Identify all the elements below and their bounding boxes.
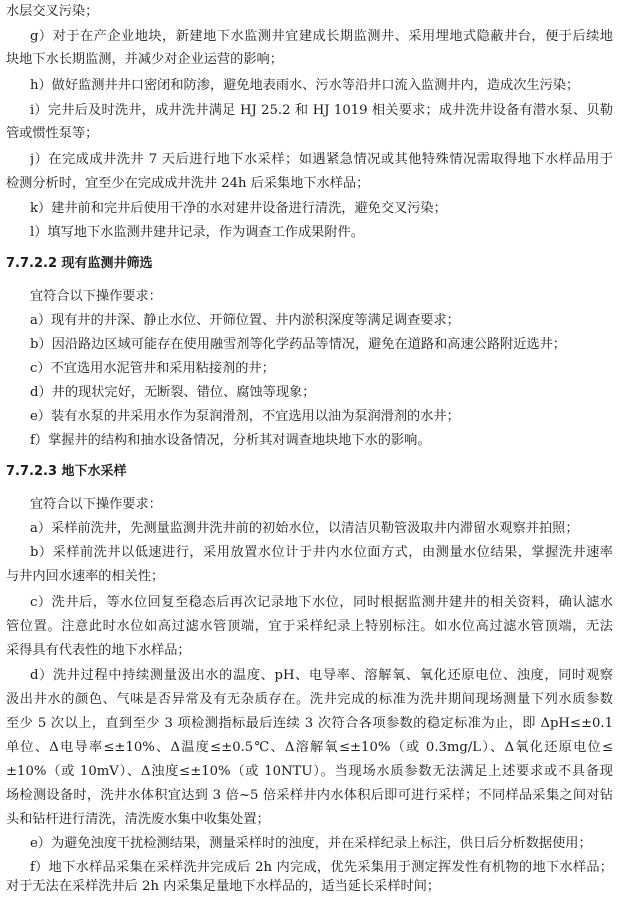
list-item-e: e）为避免浊度干扰检测结果，测量采样时的浊度，并在采样纪录上标注，供日后分析数据使用； [30, 836, 592, 851]
intro-text: 宜符合以下操作要求： [30, 497, 162, 512]
text-line: 对于无法在采样洗井后 2h 内采集足量地下水样品的，适当延长采样时间； [6, 879, 441, 894]
text-line: 管位置。注意此时水位如高过滤水管顶端，宜于采样纪录上特别标注。如水位高过滤水管顶端，无法 [6, 619, 613, 634]
list-item-b: b）因沿路边区域可能存在使用融雪剂等化学药品等情况，避免在道路和高速公路附近选井； [30, 337, 566, 352]
text-line: 单位、Δ电导率≤±10%、Δ温度≤±0.5℃、Δ溶解氧≤±10%（或 0.3mg/L）、Δ氧化还原电位≤ [6, 740, 613, 755]
text-line: 水层交叉污染； [6, 4, 99, 19]
list-item-c: c）不宜选用水泥管井和采用粘接剂的井； [30, 361, 275, 376]
list-item-e: e）装有水泵的井采用水作为泵润滑剂，不宜选用以油为泵润滑剂的水井； [30, 409, 460, 424]
text-line: 块地下水长期监测，并减少对企业运营的影响； [6, 52, 283, 67]
text-line: 头和钻杆进行清洗，清洗废水集中收集处置； [6, 812, 270, 827]
list-item-c: c）洗井后，等水位回复至稳态后再次记录地下水位，同时根据监测井建井的相关资料，确认滤水 [30, 595, 613, 610]
list-item-b: b）采样前洗井以低速进行，采用放置水位计于井内水位面方式，由测量水位结果，掌握洗井速率 [30, 545, 613, 560]
text-line: 汲出井水的颜色、气味是否异常及有无杂质存在。洗井完成的标准为洗井期间现场测量下列水质参数 [6, 692, 613, 707]
text-line: 检测分析时，宜至少在完成成井洗井 24h 后采集地下水样品； [6, 176, 370, 191]
list-item-f: f）地下水样品采集在采样洗井完成后 2h 内完成，优先采集用于测定挥发性有机物的地下水样品； [30, 860, 613, 875]
text-line: 采得具有代表性的地下水样品； [6, 643, 191, 658]
text-line: 与井内回水速率的相关性； [6, 569, 165, 584]
text-line: 场检测设备时，洗井水体积宜达到 3 倍~5 倍采样井内水体积后即可进行采样；不同样品采集之间对钻 [6, 788, 613, 803]
text-line: 管或惯性泵等； [6, 126, 99, 141]
section-heading-7-7-2-3: 7.7.2.3 地下水采样 [6, 464, 127, 479]
text-line: ±10%（或 10mV）、Δ浊度≤±10%（或 10NTU）。当现场水质参数无法满足上述要求或不具备现 [6, 764, 613, 779]
list-item-f: f）掌握井的结构和抽水设备情况，分析其对调查地块地下水的影响。 [30, 433, 431, 448]
list-item-d: d）井的现状完好，无断裂、错位、腐蚀等现象； [30, 385, 316, 400]
intro-text: 宜符合以下操作要求： [30, 289, 162, 304]
list-item-l: l）填写地下水监测井建井记录，作为调查工作成果附件。 [30, 225, 364, 240]
list-item-a: a）采样前洗井，先测量监测井洗井前的初始水位，以清洁贝勒管汲取井内滞留水观察并拍照； [30, 521, 579, 536]
list-item-d: d）洗井过程中持续测量汲出水的温度、pH、电导率、溶解氧、氧化还原电位、浊度，同时观察 [30, 668, 613, 683]
list-item-g: g）对于在产企业地块，新建地下水监测井宜建成长期监测井、采用埋地式隐蔽井台，便于后续地 [30, 29, 613, 44]
list-item-k: k）建井前和完井后使用干净的水对建井设备进行清洗，避免交叉污染； [30, 201, 447, 216]
list-item-a: a）现有井的井深、静止水位、开筛位置、井内淤积深度等满足调查要求； [30, 313, 460, 328]
list-item-j: j）在完成成井洗井 7 天后进行地下水采样；如遇紧急情况或其他特殊情况需取得地下水样品用于 [30, 152, 613, 167]
text-line: 至少 5 次以上，直到至少 3 项检测指标最后连续 3 次符合各项参数的稳定标准为止，即 ΔpH≤±0.1 [6, 716, 613, 731]
list-item-h: h）做好监测井井口密闭和防渗，避免地表雨水、污水等沿井口流入监测井内，造成次生污染； [30, 78, 580, 93]
section-heading-7-7-2-2: 7.7.2.2 现有监测井筛选 [6, 256, 153, 271]
list-item-i: i）完井后及时洗井，成井洗井满足 HJ 25.2 和 HJ 1019 相关要求；成井洗井设备有潜水泵、贝勒 [30, 103, 613, 118]
